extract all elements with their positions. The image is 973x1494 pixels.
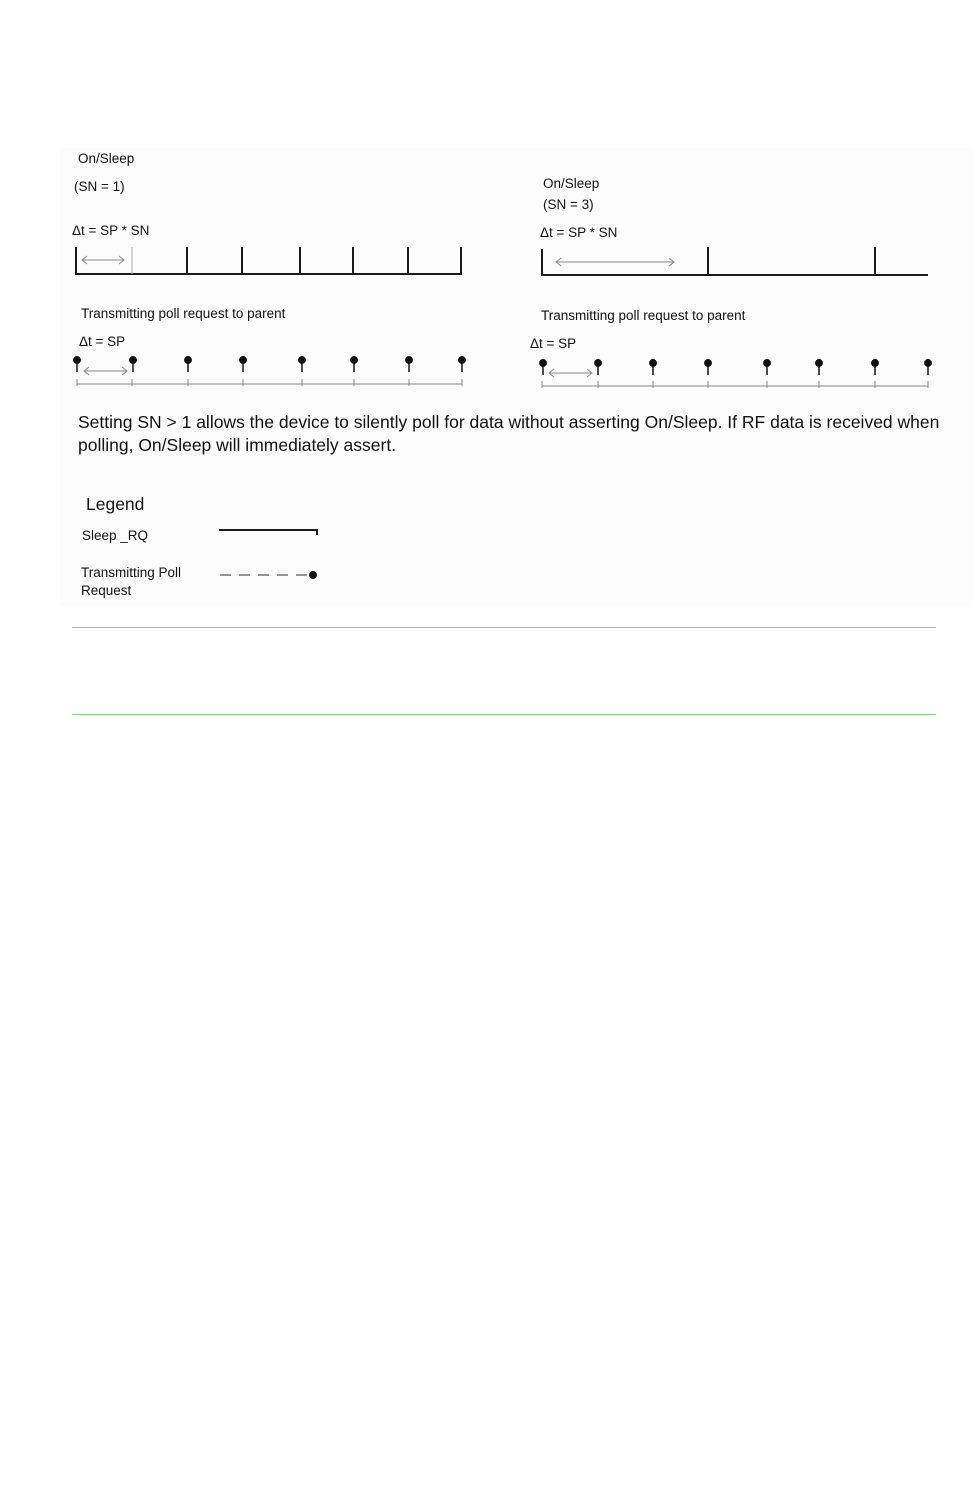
poll-marker [185, 357, 191, 372]
left-poll-title: Transmitting poll request to parent [81, 306, 286, 321]
poll-marker [540, 360, 546, 375]
right-sn-label: (SN = 3) [543, 197, 594, 212]
left-poll-markers [74, 357, 465, 372]
legend-item-sleep-rq: Sleep _RQ [82, 528, 149, 543]
right-sleep-interval-arrow [556, 258, 674, 266]
left-poll-timeline [77, 379, 462, 386]
poll-marker [74, 357, 80, 372]
right-poll-markers [540, 360, 931, 375]
poll-marker [925, 360, 931, 375]
legend-item-poll-request: Transmitting Poll Request [81, 565, 182, 598]
diagram-description: Setting SN > 1 allows the device to silently poll for data without asserting On/Sleep. If RF data is received when polling, On/Sleep will immediately assert. [78, 412, 940, 455]
left-sleep-interval-label: Δt = SP * SN [72, 223, 150, 238]
poll-marker [705, 360, 711, 375]
poll-marker [351, 357, 357, 372]
poll-marker [764, 360, 770, 375]
divider-top [72, 627, 936, 628]
right-poll-interval-arrow [549, 369, 592, 377]
right-poll-title: Transmitting poll request to parent [541, 308, 746, 323]
poll-marker [595, 360, 601, 375]
poll-marker [299, 357, 305, 372]
poll-marker [872, 360, 878, 375]
left-poll-interval-label: Δt = SP [79, 334, 126, 349]
left-signal-label: On/Sleep [78, 151, 135, 166]
right-poll-interval-label: Δt = SP [530, 336, 577, 351]
right-poll-timeline [542, 381, 928, 388]
legend-dashed-dot-symbol [220, 572, 316, 579]
right-signal-label: On/Sleep [543, 176, 600, 191]
poll-marker [650, 360, 656, 375]
left-sn-label: (SN = 1) [74, 179, 125, 194]
poll-marker [406, 357, 412, 372]
legend-title: Legend [86, 494, 145, 514]
divider-bottom [72, 714, 936, 715]
left-poll-interval-arrow [84, 367, 127, 375]
poll-marker [130, 357, 136, 372]
poll-marker [240, 357, 246, 372]
left-sleep-waveform [76, 247, 461, 274]
legend-solid-line-symbol [219, 530, 317, 535]
left-sleep-interval-arrow [82, 256, 124, 264]
right-sleep-waveform [542, 247, 928, 275]
right-sleep-interval-label: Δt = SP * SN [540, 225, 618, 240]
poll-marker [816, 360, 822, 375]
poll-marker [459, 357, 465, 372]
